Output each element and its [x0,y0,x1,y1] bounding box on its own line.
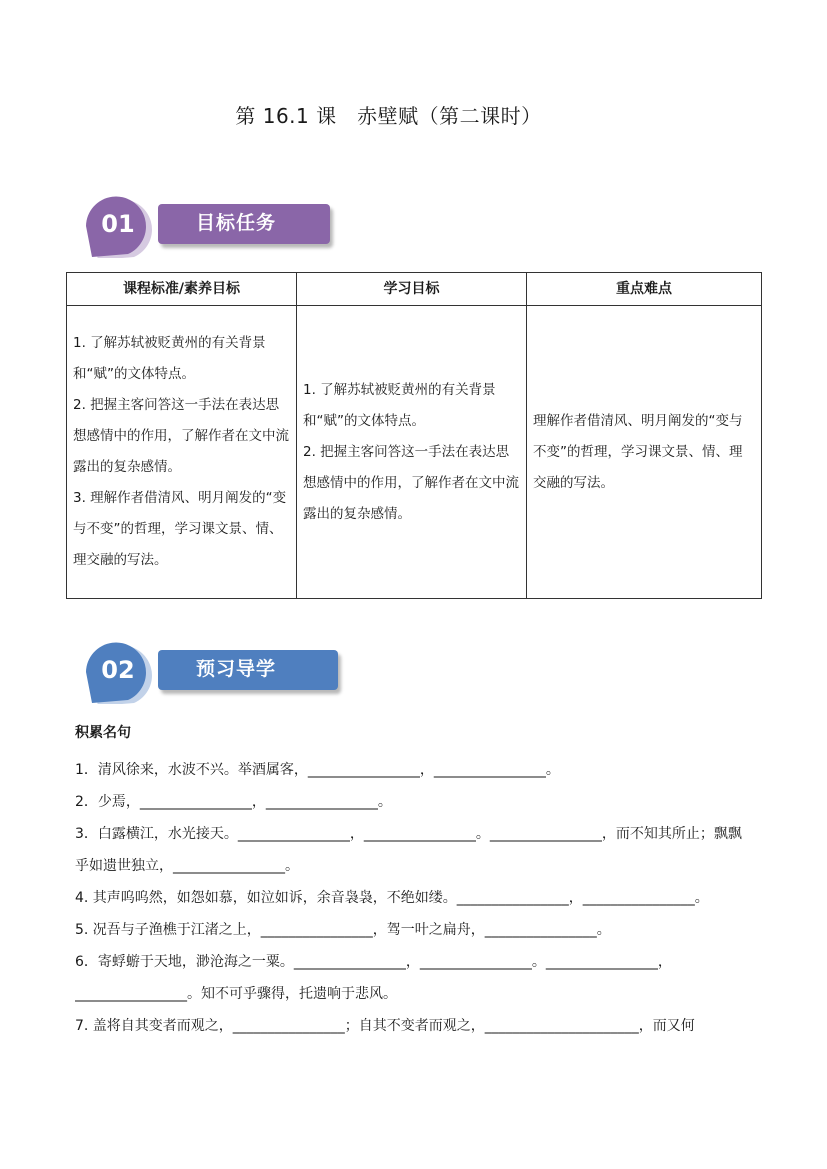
question-item: 7. 盖将自其变者而观之，________________；自其不变者而观之，______________________，而又何 [75,1018,695,1034]
cell-paragraph: 3. 理解作者借清风、明月阐发的“变与不变”的哲理，学习课文景、情、理交融的写法。 [73,490,287,568]
objectives-cell [297,306,527,599]
section-label: 目标任务 [158,204,330,244]
header-cell: 课程标准/素养目标 [67,273,297,306]
question-item: 1．清风徐来，水波不兴。举酒属客，________________，________________。 [75,762,560,778]
cell-paragraph: 2. 把握主客问答这一手法在表达思想感情中的作用，了解作者在文中流露出的复杂感情。 [303,443,519,522]
question-item: 3．白露横江，水光接天。________________，________________。________________，而不知其所止；飘飘乎如遗世独立，________________。 [75,826,742,874]
cell-paragraph: 理解作者借清风、明月阐发的“变与不变”的哲理，学习课文景、情、理交融的写法。 [533,412,743,491]
header-cell: 学习目标 [297,273,527,306]
question-item: 2．少焉，________________，________________。 [75,794,392,810]
section-number: 01 [101,210,135,238]
standards-cell [67,306,297,599]
goals-table [66,272,762,599]
question-item: 4. 其声呜呜然，如怨如慕，如泣如诉，余音袅袅，不绝如缕。________________，________________。 [75,890,709,906]
key-points-cell [527,306,762,599]
question-item: 6．寄蜉蝣于天地，渺沧海之一粟。________________，________________。________________，________________。知不可乎骤得，托遗响于悲风。 [75,954,672,1002]
cell-paragraph: 1. 了解苏轼被贬黄州的有关背景和“赋”的文体特点。 [73,335,266,382]
section-heading: 积累名句 [75,725,131,741]
table-row [67,306,762,599]
cell-paragraph: 1. 了解苏轼被贬黄州的有关背景和“赋”的文体特点。 [303,381,496,429]
header-cell: 重点难点 [527,273,762,306]
section-number: 02 [101,656,135,684]
accumulate-section [75,722,755,1042]
table-header-row [67,273,762,306]
section-label: 预习导学 [158,650,338,690]
page-title: 第 16.1 课 赤壁赋（第二课时） [235,104,542,128]
question-item: 5. 况吾与子渔樵于江渚之上，________________，驾一叶之扁舟，________________。 [75,922,611,938]
cell-paragraph: 2. 把握主客问答这一手法在表达思想感情中的作用，了解作者在文中流露出的复杂感情。 [73,397,289,475]
